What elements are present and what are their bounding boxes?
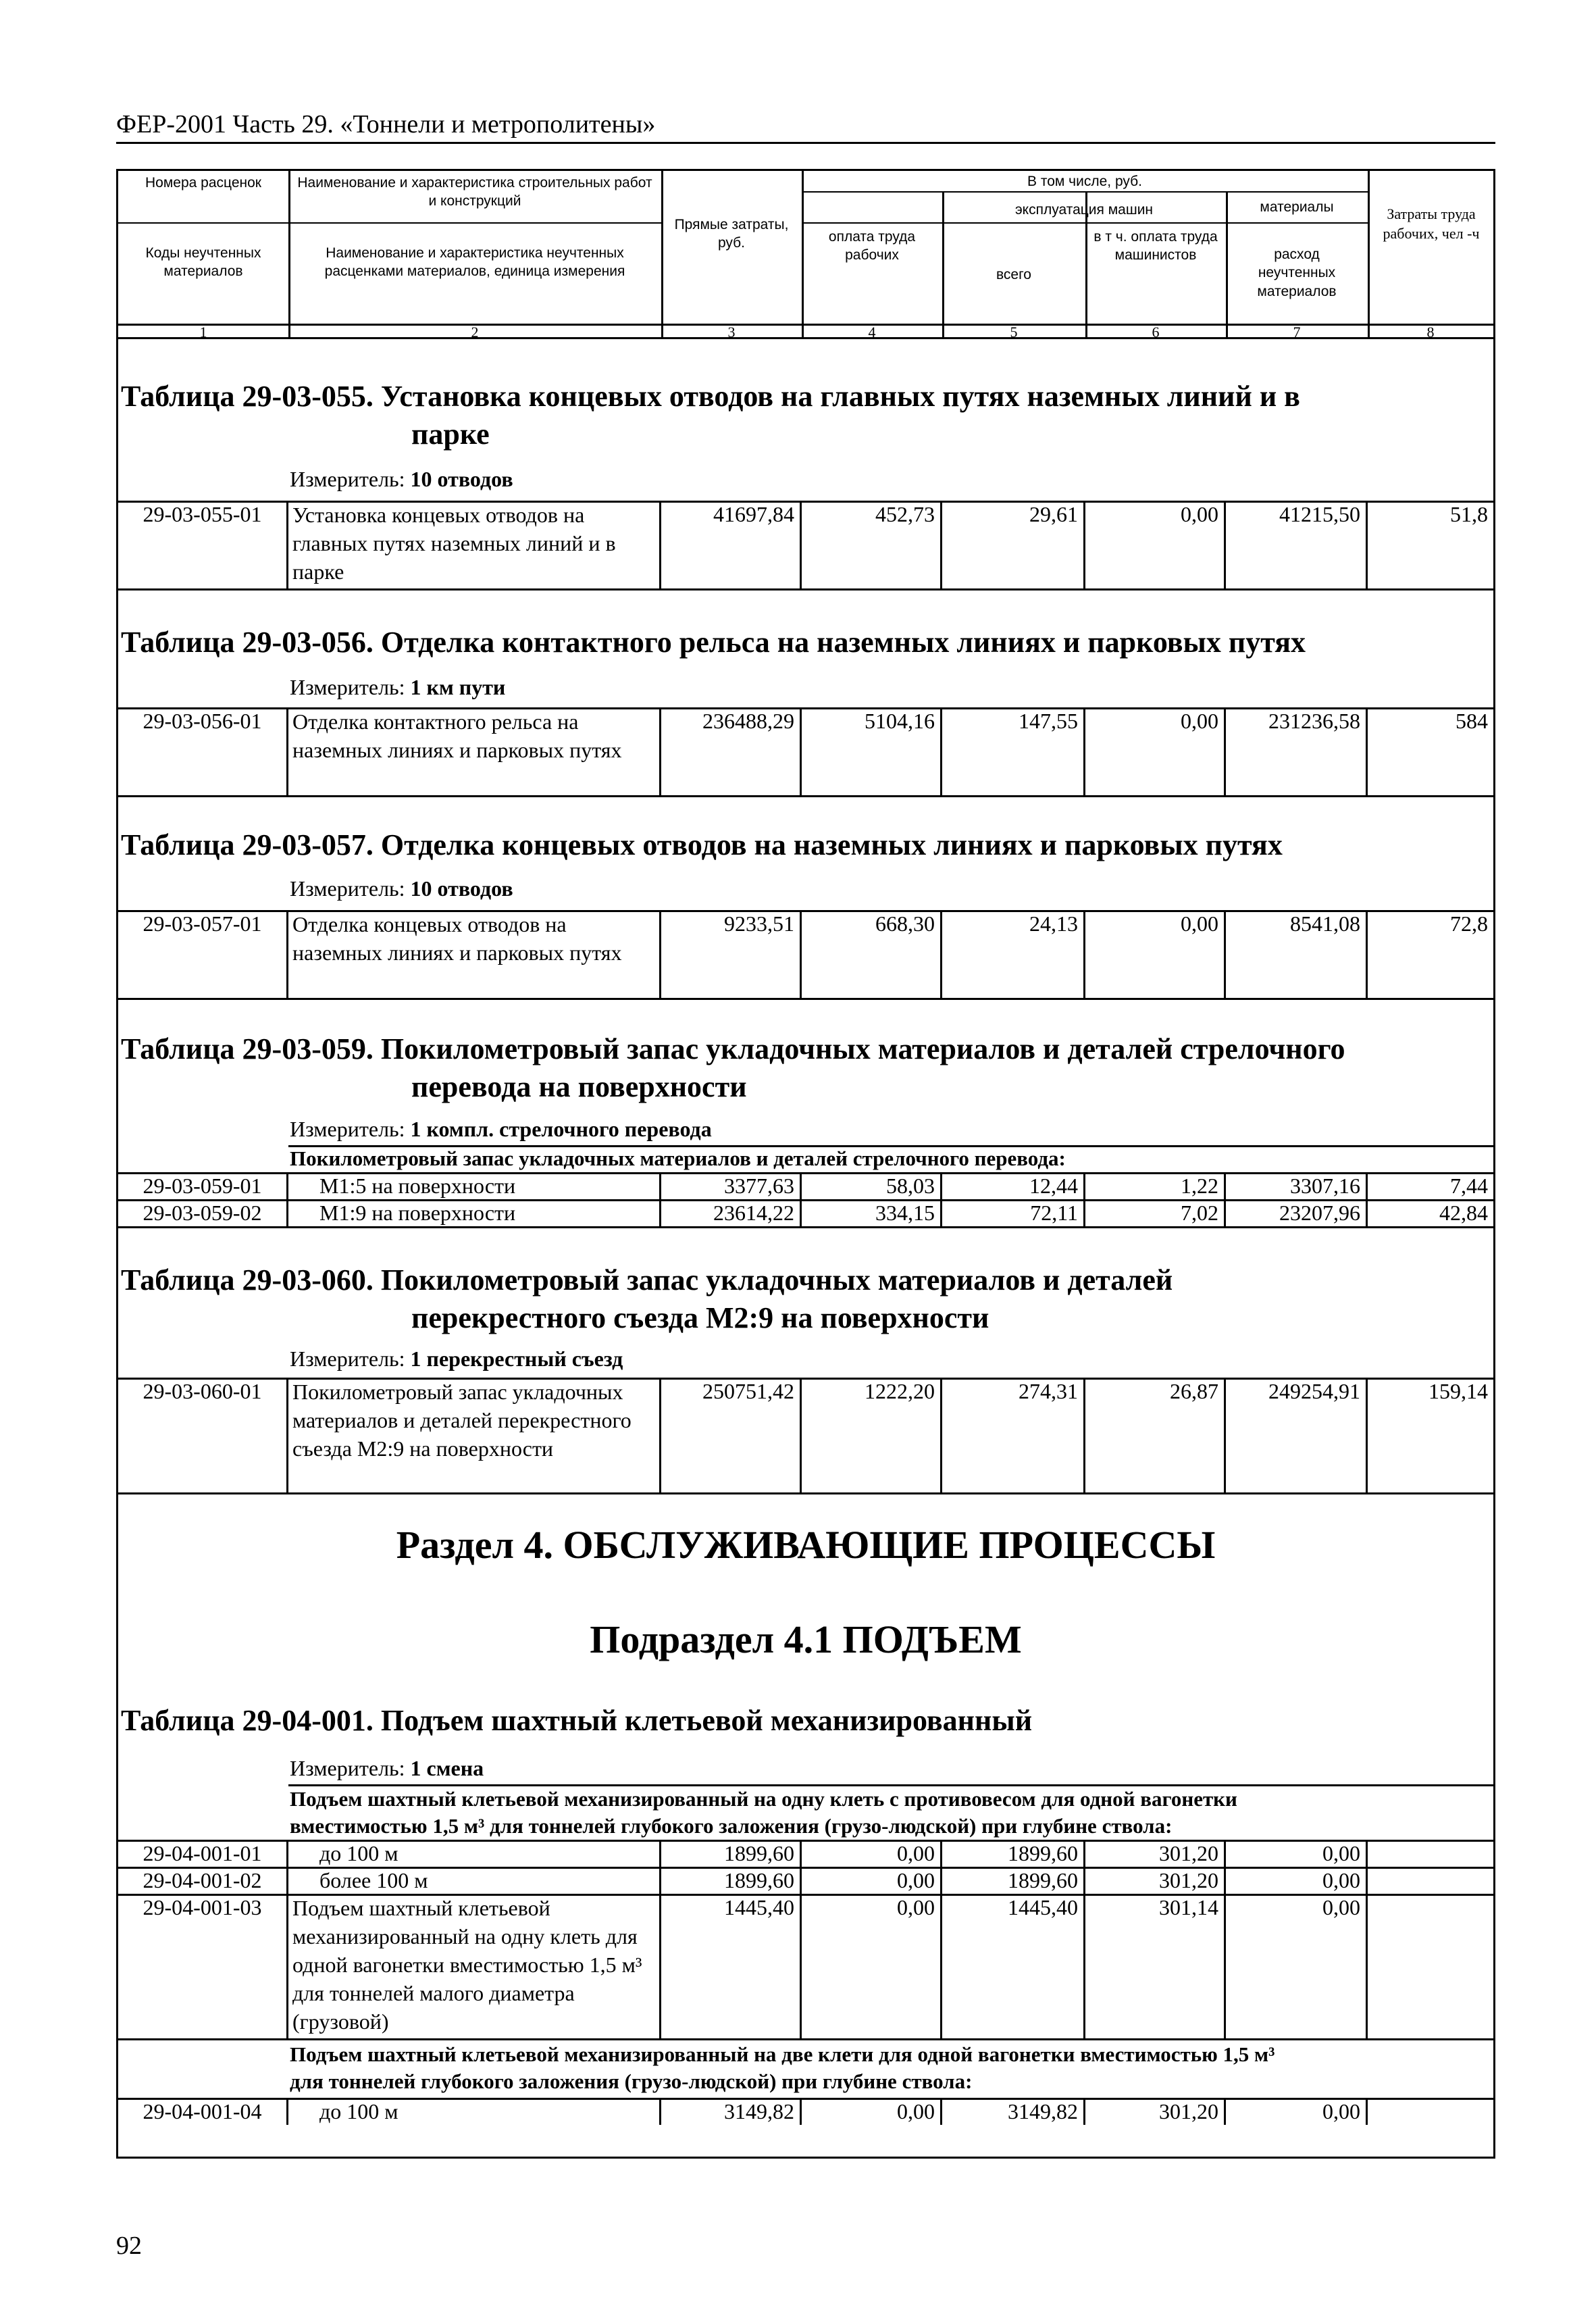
rate-code: 29-03-059-02: [118, 1199, 288, 1226]
machinist-pay: 0,00: [1085, 910, 1226, 998]
direct-costs: 23614,22: [661, 1199, 802, 1226]
table-row: [118, 2098, 1493, 2125]
measure-unit: Измеритель: 1 км пути: [290, 675, 506, 699]
labor-hours: [1368, 2098, 1493, 2125]
header-labor-pay: оплата труда рабочих: [828, 229, 916, 263]
machinist-pay: 301,20: [1085, 2098, 1226, 2125]
rate-name: М1:9 на поверхности: [288, 1199, 661, 1226]
rate-name: Покилометровый запас укладочных материалов и деталей перекрестного съезда М2:9 на поверхности: [288, 1378, 661, 1492]
header-rule: [116, 142, 1495, 144]
machines-total: 72,11: [942, 1199, 1085, 1226]
table-row: [118, 1199, 1493, 1226]
direct-costs: 3149,82: [661, 2098, 802, 2125]
rate-code: 29-03-060-01: [118, 1378, 288, 1492]
direct-costs: 41697,84: [661, 501, 802, 588]
rate-code: 29-04-001-01: [118, 1840, 288, 1867]
labor-pay: 5104,16: [802, 707, 942, 795]
header-labor-hours: Затраты труда рабочих, чел -ч: [1383, 205, 1480, 242]
machines-total: 3149,82: [942, 2098, 1085, 2125]
machines-total: 1899,60: [942, 1840, 1085, 1867]
labor-pay: 0,00: [802, 1894, 942, 2038]
materials-cost: 0,00: [1226, 1840, 1368, 1867]
labor-hours: [1368, 1894, 1493, 2038]
measure-unit: Измеритель: 10 отводов: [290, 467, 513, 491]
labor-hours: 72,8: [1450, 911, 1488, 936]
document-header: ФЕР-2001 Часть 29. «Тоннели и метрополитены»: [116, 110, 656, 139]
direct-costs: 3377,63: [661, 1172, 802, 1199]
header-material-consumption: расход неучтенных материалов: [1257, 247, 1337, 299]
labor-pay: 0,00: [802, 1840, 942, 1867]
materials-cost: 23207,96: [1226, 1199, 1368, 1226]
rate-name: М1:5 на поверхности: [288, 1172, 661, 1199]
machines-total: 12,44: [942, 1172, 1085, 1199]
table-row: [118, 707, 1493, 795]
rate-code: 29-04-001-03: [118, 1894, 288, 2038]
header-direct-costs: Прямые затраты, руб.: [674, 217, 789, 251]
header-work-name: Наименование и характеристика строительных работ и конструкций: [297, 175, 652, 209]
measure-unit: Измеритель: 1 перекрестный съезд: [290, 1347, 623, 1371]
group-heading: Подъем шахтный клетьевой механизированный на одну клеть с противовесом для одной вагонетки вместимостью 1,5 м³ для тоннелей глубокого заложения (грузо-людской) при глубине ствола:: [290, 1787, 1237, 1838]
labor-hours: [1368, 1867, 1493, 1894]
header-machine-operation: эксплуатация машин: [1014, 202, 1154, 218]
table-title: Таблица 29-03-056. Отделка контактного рельса на наземных линиях и парковых путях: [121, 626, 1306, 659]
table-row: [118, 1867, 1493, 1894]
table-row: [118, 1172, 1493, 1199]
machines-total: 1899,60: [942, 1867, 1085, 1894]
rate-name: Подъем шахтный клетьевой механизированный на одну клеть для одной вагонетки вместимостью 1,5 м³ для тоннелей малого диаметра (грузовой): [288, 1894, 661, 2038]
labor-pay: 334,15: [802, 1199, 942, 1226]
rate-name: более 100 м: [288, 1867, 661, 1894]
subsection-heading: Подраздел 4.1 ПОДЪЕМ: [590, 1617, 1022, 1661]
machinist-pay: 0,00: [1085, 501, 1226, 588]
rate-name: до 100 м: [288, 2098, 661, 2125]
direct-costs: 9233,51: [661, 910, 802, 998]
materials-cost: 0,00: [1226, 2098, 1368, 2125]
header-materials: материалы: [1260, 199, 1334, 215]
machines-total: 1445,40: [942, 1894, 1085, 2038]
machinist-pay: 301,20: [1085, 1867, 1226, 1894]
measure-unit: Измеритель: 1 смена: [290, 1756, 484, 1780]
column-number: 5: [1010, 324, 1018, 341]
rate-code: 29-04-001-04: [118, 2098, 288, 2125]
labor-hours: 7,44: [1450, 1174, 1488, 1198]
table-title: Таблица 29-04-001. Подъем шахтный клетьевой механизированный: [121, 1704, 1033, 1737]
table-title: Таблица 29-03-055. Установка концевых отводов на главных путях наземных линий и в парке: [121, 380, 1300, 451]
header-machinist-pay: в т ч. оплата труда машинистов: [1093, 229, 1218, 263]
labor-pay: 0,00: [802, 1867, 942, 1894]
labor-pay: 452,73: [802, 501, 942, 588]
table-row: [118, 1894, 1493, 2038]
machinist-pay: 0,00: [1085, 707, 1226, 795]
direct-costs: 1899,60: [661, 1867, 802, 1894]
rate-code: 29-03-059-01: [118, 1172, 288, 1199]
rate-name: Установка концевых отводов на главных путях наземных линий и в парке: [288, 501, 661, 588]
rate-code: 29-03-057-01: [118, 910, 288, 998]
column-number: 8: [1426, 324, 1435, 341]
price-table: [116, 169, 1495, 2159]
labor-hours: 159,14: [1428, 1379, 1488, 1403]
rate-code: 29-03-056-01: [118, 707, 288, 795]
rate-code: 29-03-055-01: [118, 501, 288, 588]
column-number: 2: [471, 324, 479, 341]
header-material-name: Наименование и характеристика неучтенных расценками материалов, единица измерения: [324, 245, 625, 280]
materials-cost: 231236,58: [1226, 707, 1368, 795]
rate-name: Отделка контактного рельса на наземных линиях и парковых путях: [288, 707, 661, 795]
group-heading: Подъем шахтный клетьевой механизированный на две клети для одной вагонетки вместимостью 1,5 м³ для тоннелей глубокого заложения (грузо-людской) при глубине ствола:: [290, 2042, 1275, 2093]
table-row: [118, 910, 1493, 998]
labor-hours: 42,84: [1439, 1201, 1488, 1225]
header-rate-numbers: Номера расценок: [145, 175, 261, 191]
machinist-pay: 301,14: [1085, 1894, 1226, 2038]
materials-cost: 0,00: [1226, 1867, 1368, 1894]
header-machines-total: всего: [996, 267, 1031, 282]
column-number: 3: [727, 324, 736, 341]
table-title: Таблица 29-03-057. Отделка концевых отводов на наземных линиях и парковых путях: [121, 828, 1283, 861]
labor-hours: 51,8: [1450, 502, 1488, 526]
labor-pay: 58,03: [802, 1172, 942, 1199]
machines-total: 147,55: [942, 707, 1085, 795]
machinist-pay: 1,22: [1085, 1172, 1226, 1199]
table-title: Таблица 29-03-059. Покилометровый запас укладочных материалов и деталей стрелочного перевода на поверхности: [121, 1032, 1345, 1103]
labor-pay: 1222,20: [802, 1378, 942, 1492]
header-including: В том числе, руб.: [1027, 174, 1142, 189]
materials-cost: 8541,08: [1226, 910, 1368, 998]
materials-cost: 3307,16: [1226, 1172, 1368, 1199]
group-heading: Покилометровый запас укладочных материалов и деталей стрелочного перевода:: [290, 1147, 1066, 1170]
measure-unit: Измеритель: 10 отводов: [290, 876, 513, 901]
labor-pay: 0,00: [802, 2098, 942, 2125]
table-row: [118, 501, 1493, 588]
measure-unit: Измеритель: 1 компл. стрелочного перевода: [290, 1117, 712, 1141]
direct-costs: 1445,40: [661, 1894, 802, 2038]
materials-cost: 0,00: [1226, 1894, 1368, 2038]
machines-total: 24,13: [942, 910, 1085, 998]
labor-hours: 584: [1456, 709, 1488, 733]
column-number: 1: [199, 324, 207, 341]
direct-costs: 236488,29: [661, 707, 802, 795]
materials-cost: 249254,91: [1226, 1378, 1368, 1492]
materials-cost: 41215,50: [1226, 501, 1368, 588]
machinist-pay: 301,20: [1085, 1840, 1226, 1867]
header-material-codes: Коды неучтенных материалов: [145, 245, 261, 280]
machines-total: 274,31: [942, 1378, 1085, 1492]
page-number: 92: [116, 2232, 142, 2260]
section-heading: Раздел 4. ОБСЛУЖИВАЮЩИЕ ПРОЦЕССЫ: [396, 1523, 1216, 1567]
table-title: Таблица 29-03-060. Покилометровый запас укладочных материалов и деталей перекрестного съезда М2:9 на поверхности: [121, 1263, 1173, 1334]
rate-name: до 100 м: [288, 1840, 661, 1867]
column-number: 6: [1152, 324, 1160, 341]
column-number: 4: [868, 324, 876, 341]
labor-hours: [1368, 1840, 1493, 1867]
column-number: 7: [1293, 324, 1301, 341]
rate-name: Отделка концевых отводов на наземных линиях и парковых путях: [288, 910, 661, 998]
machinist-pay: 26,87: [1085, 1378, 1226, 1492]
rate-code: 29-04-001-02: [118, 1867, 288, 1894]
labor-pay: 668,30: [802, 910, 942, 998]
table-row: [118, 1378, 1493, 1492]
table-row: [118, 1840, 1493, 1867]
machinist-pay: 7,02: [1085, 1199, 1226, 1226]
direct-costs: 250751,42: [661, 1378, 802, 1492]
machines-total: 29,61: [942, 501, 1085, 588]
direct-costs: 1899,60: [661, 1840, 802, 1867]
